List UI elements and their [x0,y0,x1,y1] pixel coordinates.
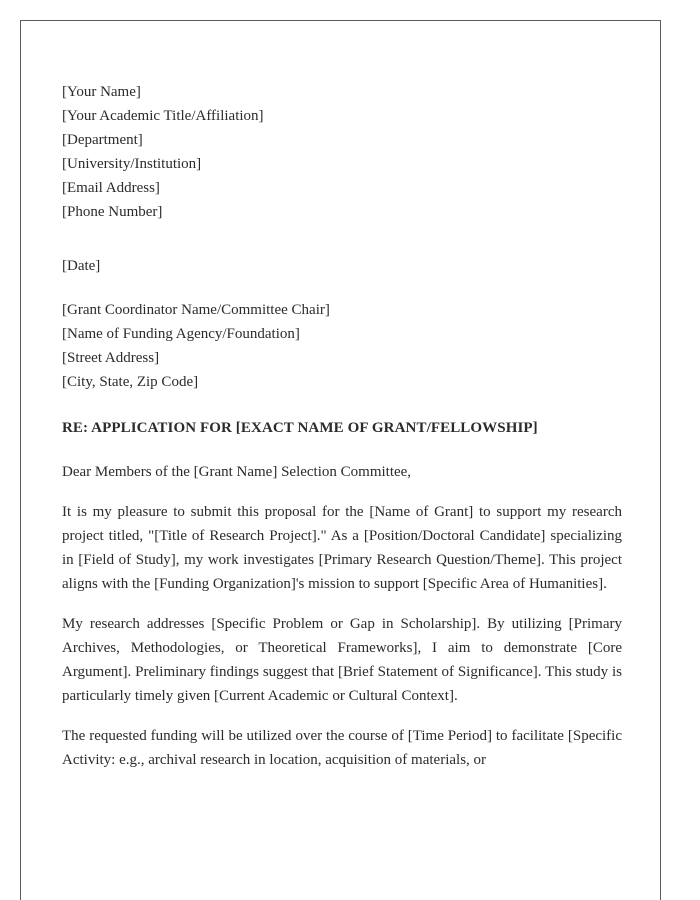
sender-email: [Email Address] [62,180,160,196]
letter-viewport [21,21,660,803]
subject-line: RE: APPLICATION FOR [EXACT NAME OF GRANT/FELLOWSHIP] [62,420,538,436]
sender-institution: [University/Institution] [62,156,202,172]
sender-name: [Your Name] [62,84,141,100]
recipient-agency: [Name of Funding Agency/Foundation] [62,326,300,342]
letter-content [62,80,622,788]
recipient-block [62,298,622,394]
recipient-city: [City, State, Zip Code] [62,374,199,390]
salutation: Dear Members of the [Grant Name] Selection Committee, [62,464,412,480]
body-paragraph-3: The requested funding will be utilized over the course of [Time Period] to facilitate [Specific Activity: e.g., archival research in location, acquisition of materials, or [62,728,622,768]
letter-page [20,20,661,900]
date-block [62,254,622,278]
body-paragraph-2: My research addresses [Specific Problem or Gap in Scholarship]. By utilizing [Primary Archives, Methodologies, or Theoretical Frameworks], I aim to demonstrate [Core Argument]. Preliminary findings suggest that [Brief Statement of Significance]. This study is particularly timely given [Current Academic or Cultural Context]. [62,616,622,704]
sender-title: [Your Academic Title/Affiliation] [62,108,264,124]
recipient-name: [Grant Coordinator Name/Committee Chair] [62,302,330,318]
sender-phone: [Phone Number] [62,204,163,220]
sender-department: [Department] [62,132,143,148]
recipient-street: [Street Address] [62,350,160,366]
letter-date: [Date] [62,258,101,274]
body-paragraph-1: It is my pleasure to submit this proposal for the [Name of Grant] to support my research project titled, "[Title of Research Project]." As a [Position/Doctoral Candidate] specializing in [Field of Study], my work investigates [Primary Research Question/Theme]. This project aligns with the [Funding Organization]'s mission to support [Specific Area of Humanities]. [62,504,622,592]
sender-block [62,80,622,224]
